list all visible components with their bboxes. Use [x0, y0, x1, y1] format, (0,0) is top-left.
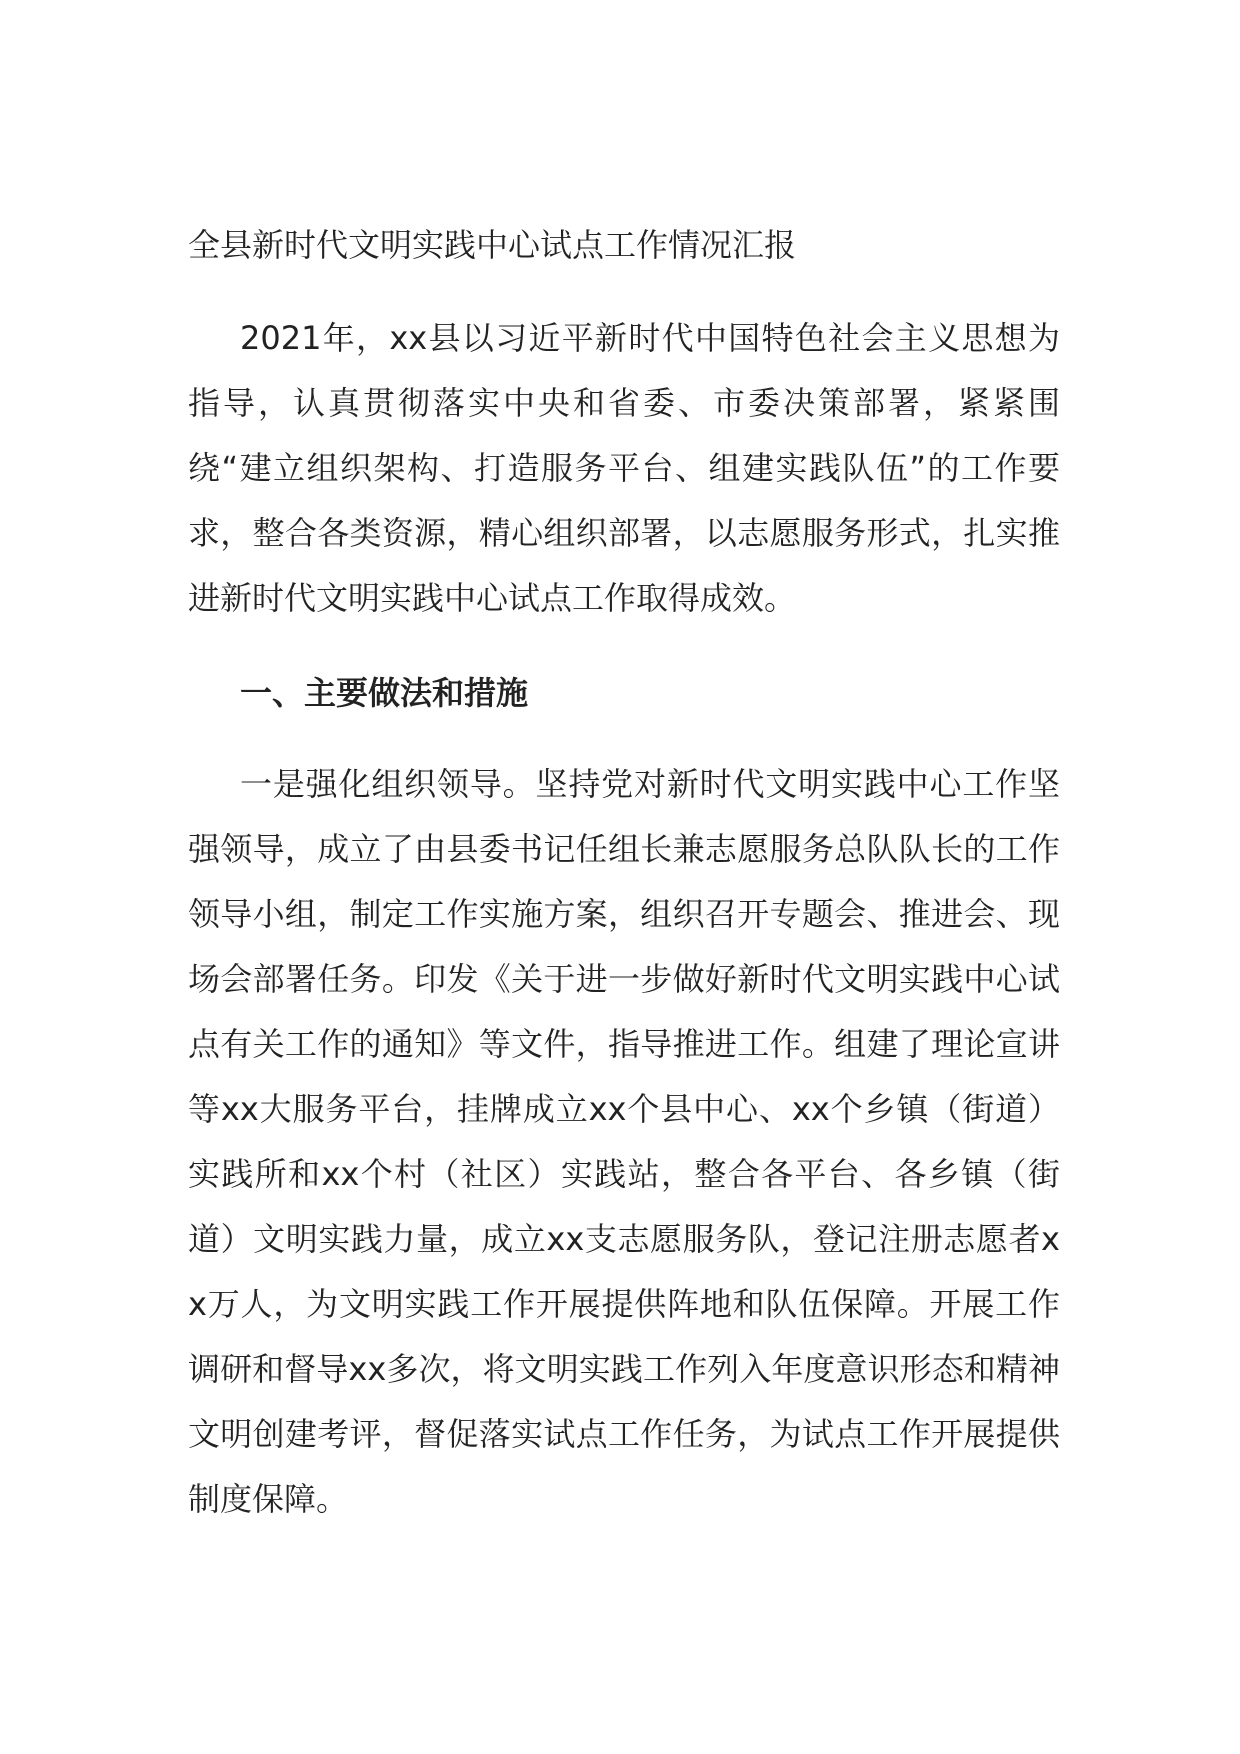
section-heading: 一、主要做法和措施 [240, 674, 529, 712]
document-title: 全县新时代文明实践中心试点工作情况汇报 [188, 226, 797, 264]
intro-paragraph: 2021年，xx县以习近平新时代中国特色社会主义思想为指导，认真贯彻落实中央和省委、市委决策部署，紧紧围绕“建立组织架构、打造服务平台、组建实践队伍”的工作要求，整合各类资源，精心组织部署，以志愿服务形式，扎实推进新时代文明实践中心试点工作取得成效。 [188, 319, 1060, 617]
body-paragraph: 一是强化组织领导。坚持党对新时代文明实践中心工作坚强领导，成立了由县委书记任组长兼志愿服务总队队长的工作领导小组，制定工作实施方案，组织召开专题会、推进会、现场会部署任务。印发《关于进一步做好新时代文明实践中心试点有关工作的通知》等文件，指导推进工作。组建了理论宣讲等xx大服务平台，挂牌成立xx个县中心、xx个乡镇（街道）实践所和xx个村（社区）实践站，整合各平台、各乡镇（街道）文明实践力量，成立xx支志愿服务队，登记注册志愿者xx万人，为文明实践工作开展提供阵地和队伍保障。开展工作调研和督导xx多次，将文明实践工作列入年度意识形态和精神文明创建考评，督促落实试点工作任务，为试点工作开展提供制度保障。 [188, 765, 1060, 1518]
